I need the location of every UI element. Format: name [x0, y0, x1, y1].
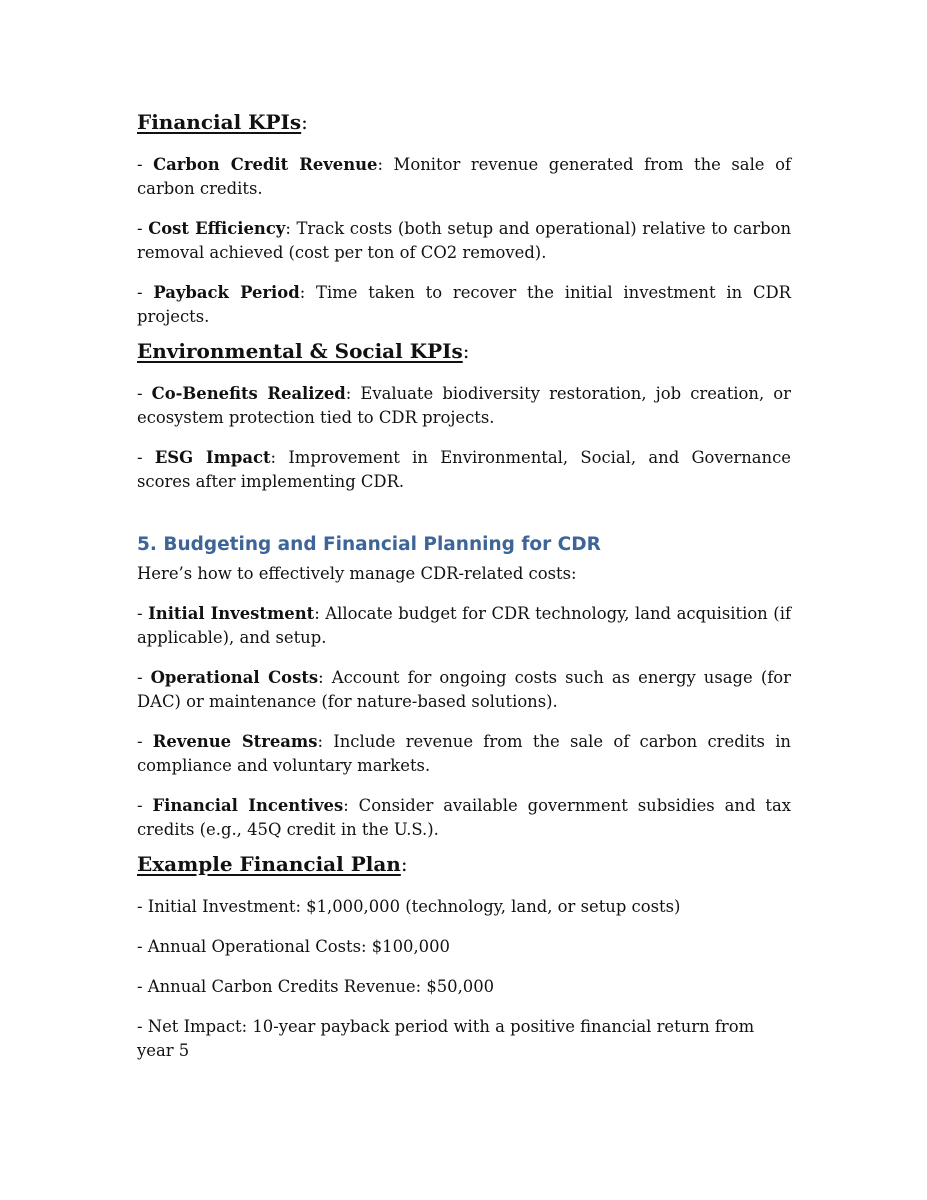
document-page [137, 108, 791, 1079]
item-dash: - [137, 219, 149, 238]
heading-colon: : [400, 852, 408, 876]
plan-item-carbon-credits-revenue: - Annual Carbon Credits Revenue: $50,000 [137, 977, 495, 996]
item-dash: - [137, 796, 153, 815]
item-text: : Monitor revenue generated from the sale of carbon credits. [137, 155, 792, 198]
item-term: ESG Impact [154, 448, 271, 467]
kpi-item-carbon-credit-revenue [137, 153, 791, 201]
heading-colon: : [301, 110, 308, 134]
budget-item-initial-investment [137, 602, 791, 650]
item-dash: - [137, 732, 153, 751]
item-term: Payback Period [153, 283, 300, 302]
budget-item-revenue-streams [137, 730, 791, 778]
item-term: Cost Efficiency [148, 219, 286, 238]
item-term: Initial Investment [148, 604, 315, 623]
financial-kpis-heading-text: Financial KPIs [137, 110, 302, 134]
budget-item-operational-costs [137, 666, 791, 714]
kpi-item-esg-impact [137, 446, 791, 494]
item-text: : Consider available government subsidies and tax credits (e.g., 45Q credit in the U.S.). [137, 796, 791, 839]
item-text: : Allocate budget for CDR technology, land acquisition (if applicable), and setup. [137, 604, 792, 647]
item-term: Co-Benefits Realized [151, 384, 346, 403]
item-dash: - [137, 384, 152, 403]
plan-item-operational-costs: - Annual Operational Costs: $100,000 [137, 937, 450, 956]
kpi-item-co-benefits [137, 382, 791, 430]
section-title-budgeting: 5. Budgeting and Financial Planning for CDR [137, 534, 601, 555]
env-social-kpis-heading [137, 337, 791, 365]
item-text: : Include revenue from the sale of carbon credits in compliance and voluntary markets. [137, 732, 791, 775]
item-text: : Time taken to recover the initial investment in CDR projects. [137, 283, 791, 326]
item-term: Financial Incentives [152, 796, 344, 815]
item-text: : Evaluate biodiversity restoration, job creation, or ecosystem protection tied to CDR projects. [137, 384, 791, 427]
item-term: Operational Costs [150, 668, 319, 687]
plan-item-initial-investment: - Initial Investment: $1,000,000 (technology, land, or setup costs) [137, 897, 681, 916]
item-dash: - [137, 155, 154, 174]
item-term: Revenue Streams [152, 732, 318, 751]
item-dash: - [137, 283, 154, 302]
env-social-kpis-heading-text: Environmental & Social KPIs [137, 339, 463, 363]
item-text: : Track costs (both setup and operational) relative to carbon removal achieved (cost per ton of CO2 removed). [137, 219, 792, 262]
item-dash: - [137, 668, 151, 687]
plan-item-net-impact: - Net Impact: 10-year payback period with a positive financial return from year 5 [137, 1017, 755, 1060]
heading-colon: : [462, 339, 470, 363]
item-dash: - [137, 604, 149, 623]
example-plan-heading [137, 850, 791, 878]
kpi-item-cost-efficiency [137, 217, 791, 265]
financial-kpis-heading [137, 108, 791, 136]
item-text: : Improvement in Environmental, Social, and Governance scores after implementing CDR. [137, 448, 791, 491]
kpi-item-payback-period [137, 281, 791, 329]
item-text: : Account for ongoing costs such as energy usage (for DAC) or maintenance (for nature-based solutions). [137, 668, 791, 711]
section-intro: Here’s how to effectively manage CDR-related costs: [137, 564, 577, 583]
item-dash: - [137, 448, 155, 467]
item-term: Carbon Credit Revenue [153, 155, 378, 174]
example-plan-heading-text: Example Financial Plan [137, 852, 401, 876]
budget-item-financial-incentives [137, 794, 791, 842]
